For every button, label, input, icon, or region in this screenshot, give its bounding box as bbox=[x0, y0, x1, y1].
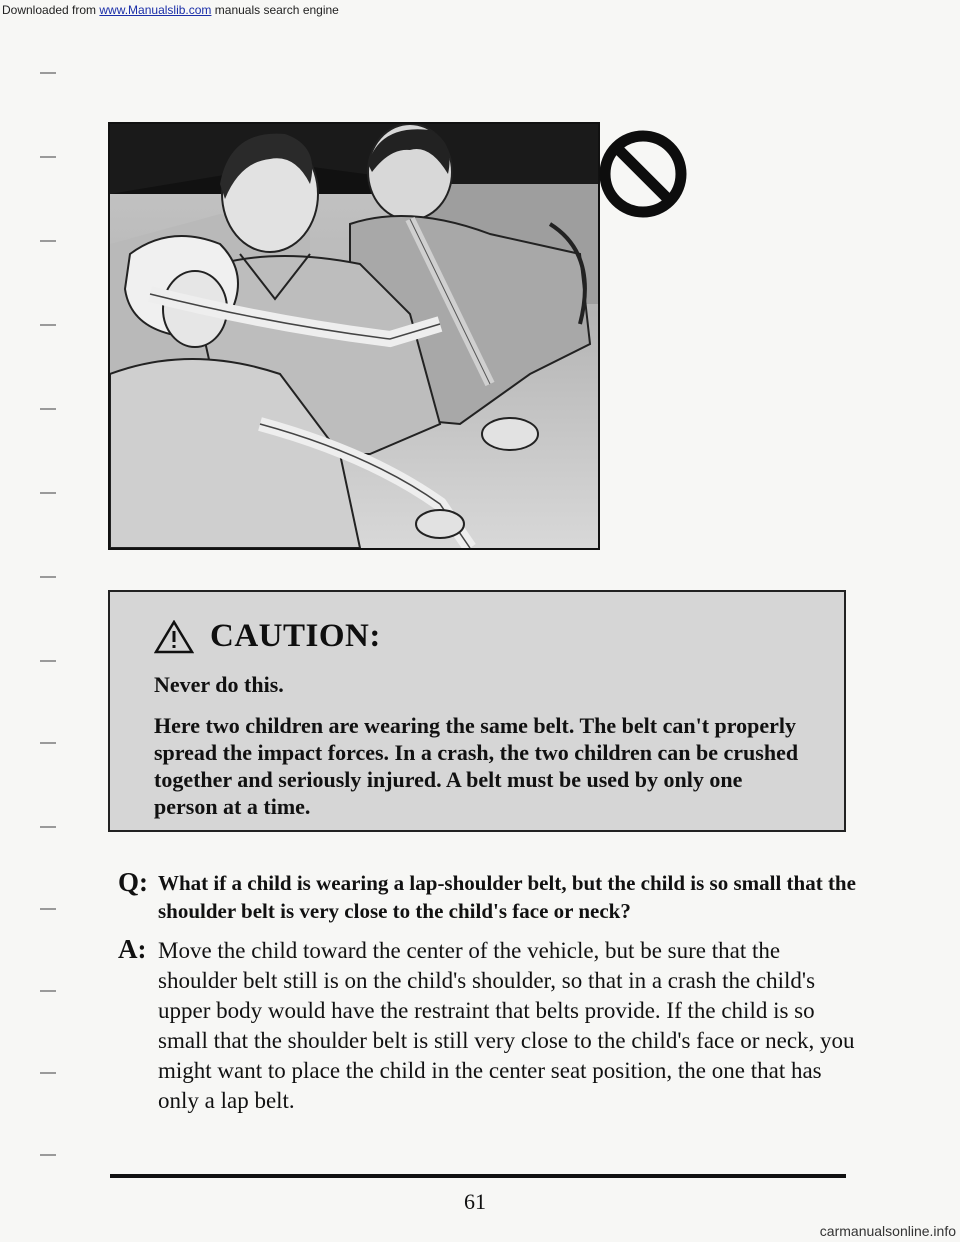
caution-title: CAUTION: bbox=[210, 618, 381, 654]
bottom-divider bbox=[110, 1174, 846, 1178]
margin-tick bbox=[40, 156, 56, 158]
margin-tick bbox=[40, 576, 56, 578]
answer-text: Move the child toward the center of the vehicle, but be sure that the shoulder belt still is on the child's shoulder, so that in a crash the child's upper body would have the restraint that belts provide. If the child is so small that the shoulder belt is still very close to the child's face or neck, you might want to place the child in the center seat position, the one that has only a lap belt. bbox=[158, 938, 855, 1113]
margin-tick bbox=[40, 660, 56, 662]
margin-tick-marks bbox=[40, 0, 80, 1242]
header-prefix: Downloaded from bbox=[2, 3, 100, 17]
margin-tick bbox=[40, 990, 56, 992]
margin-tick bbox=[40, 240, 56, 242]
margin-tick bbox=[40, 826, 56, 828]
margin-tick bbox=[40, 908, 56, 910]
margin-tick bbox=[40, 1072, 56, 1074]
caution-box bbox=[108, 590, 846, 832]
illustration-drawing bbox=[110, 124, 598, 548]
margin-tick bbox=[40, 408, 56, 410]
caution-subtitle: Never do this. bbox=[154, 672, 284, 697]
margin-tick bbox=[40, 492, 56, 494]
shared-belt-illustration bbox=[108, 122, 600, 550]
margin-tick bbox=[40, 742, 56, 744]
caution-body: Here two children are wearing the same belt. The belt can't properly spread the impact forces. In a crash, the two children can be crushed together and seriously injured. A belt must be used by only one person at a time. bbox=[154, 713, 799, 819]
manualslib-link[interactable]: www.Manualslib.com bbox=[99, 3, 212, 17]
question-mark-label: Q: bbox=[118, 867, 148, 897]
caution-heading bbox=[154, 618, 381, 655]
answer-mark-label: A: bbox=[118, 934, 147, 964]
question-text: What if a child is wearing a lap-shoulder belt, but the child is so small that the shoulder belt is very close to the child's face or neck? bbox=[158, 871, 856, 923]
warning-triangle-icon bbox=[154, 620, 194, 654]
page-number: 61 bbox=[464, 1189, 486, 1214]
margin-tick bbox=[40, 1154, 56, 1156]
margin-tick bbox=[40, 324, 56, 326]
watermark-footer: carmanualsonline.info bbox=[819, 1223, 956, 1239]
prohibition-icon bbox=[597, 128, 689, 220]
header-suffix: manuals search engine bbox=[211, 3, 339, 17]
margin-tick bbox=[40, 72, 56, 74]
